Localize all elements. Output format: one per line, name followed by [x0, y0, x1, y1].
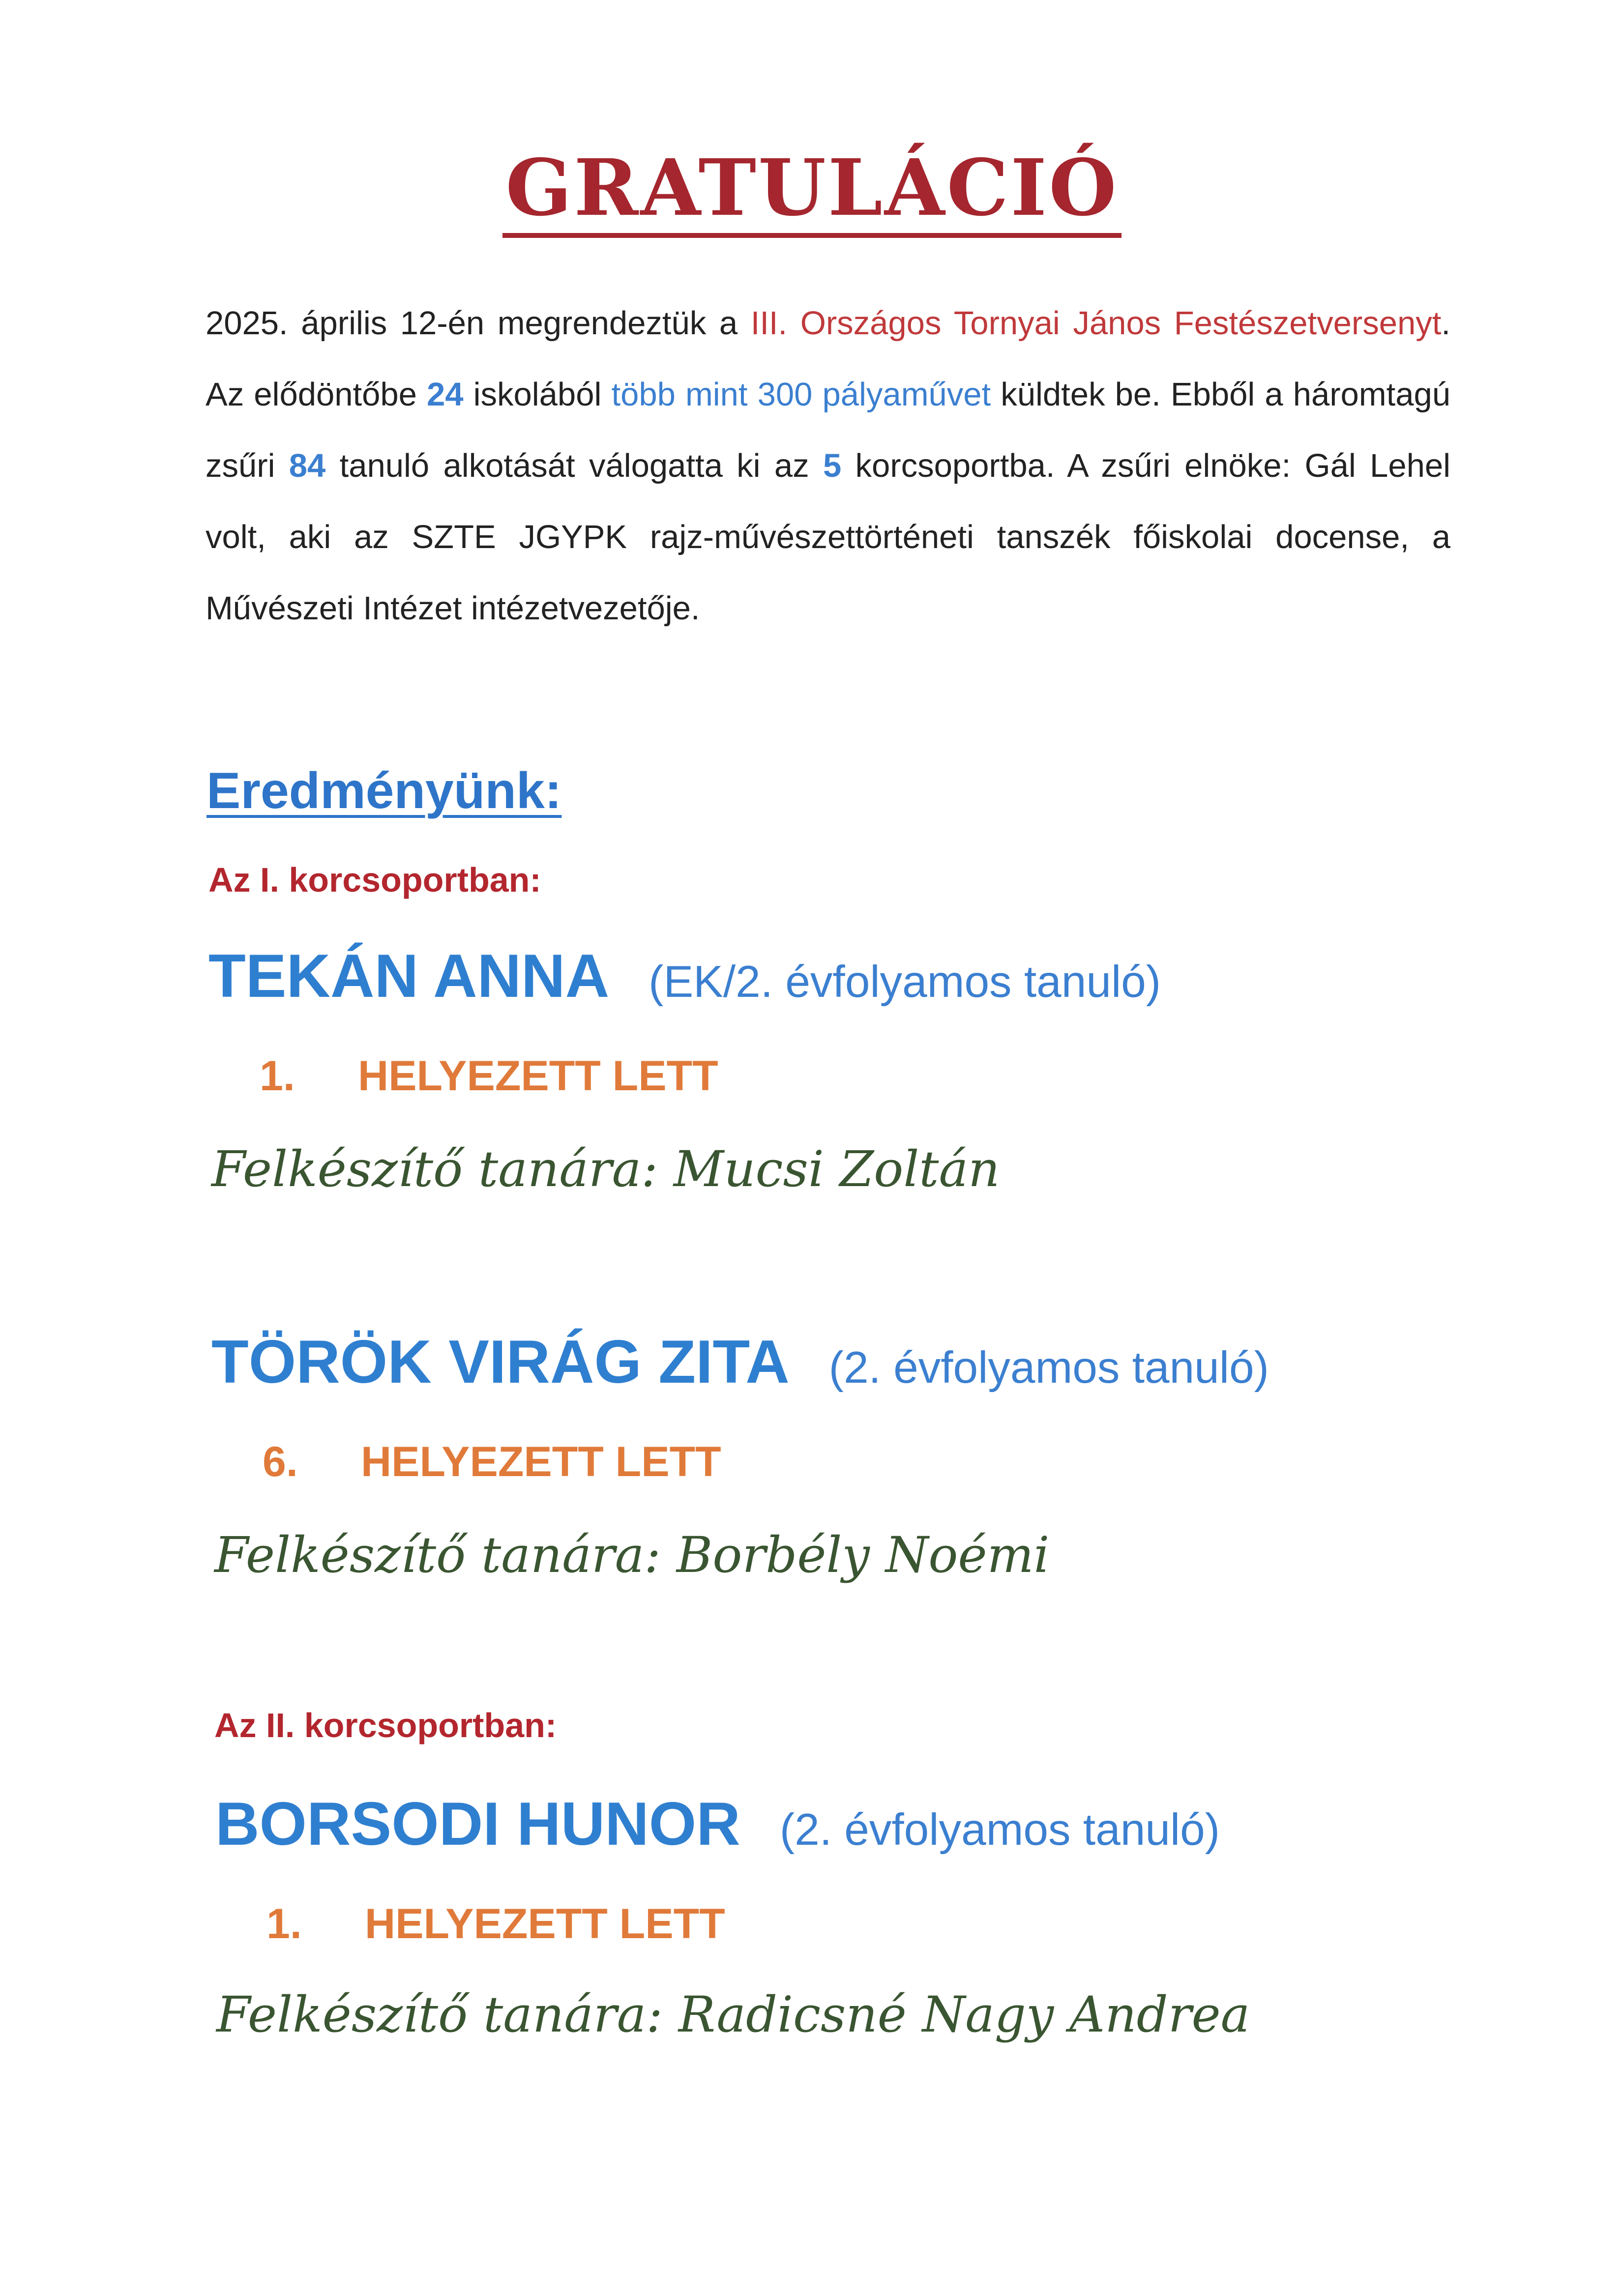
student-grade: (2. évfolyamos tanuló) [779, 1805, 1220, 1855]
placement-number: 1. [260, 1052, 295, 1100]
student-grade: (2. évfolyamos tanuló) [828, 1343, 1269, 1393]
group-label: Az I. korcsoportban: [208, 861, 541, 899]
teacher-line: Felkészítő tanára: Mucsi Zoltán [211, 1140, 1000, 1198]
intro-paragraph [206, 288, 1450, 644]
intro-text-2: . Az elődöntőbe [206, 305, 1450, 413]
results-heading: Eredményünk: [207, 762, 562, 819]
intro-text-1: 2025. április 12-én megrendeztük a [206, 305, 751, 342]
student-name: TÖRÖK VIRÁG ZITA [211, 1328, 790, 1396]
student-entry [215, 1789, 1220, 1859]
student-entry [211, 1327, 1269, 1397]
page-title [0, 143, 1624, 238]
student-grade: (EK/2. évfolyamos tanuló) [649, 957, 1161, 1007]
intro-text-3: iskolából [463, 376, 612, 413]
teacher-line: Felkészítő tanára: Radicsné Nagy Andrea [216, 1986, 1250, 2043]
placement [260, 1052, 718, 1101]
student-name: TEKÁN ANNA [208, 942, 610, 1010]
placement-text: HELYEZETT LETT [358, 1052, 718, 1100]
competition-name: III. Országos Tornyai János Festészetversenyt [750, 305, 1442, 342]
group-label: Az II. korcsoportban: [214, 1706, 557, 1744]
placement-text: HELYEZETT LETT [361, 1438, 721, 1485]
intro-text-6: korcsoportba. A zsűri elnöke: Gál Lehel volt, aki az SZTE JGYPK rajz-művészettörténeti tanszék főiskolai docense, a Művészeti Intézet intézetvezetője. [206, 447, 1450, 627]
intro-text-4: küldtek be. Ebből a háromtagú zsűri [206, 376, 1451, 484]
student-name: BORSODI HUNOR [215, 1790, 740, 1858]
intro-text-5: tanuló alkotását válogatta ki az [325, 447, 823, 484]
teacher-line: Felkészítő tanára: Borbély Noémi [214, 1526, 1050, 1584]
selected-count: 84 [289, 447, 326, 484]
group-count: 5 [823, 447, 842, 484]
school-count: 24 [427, 376, 464, 413]
title-text: GRATULÁCIÓ [502, 147, 1122, 238]
student-entry [208, 941, 1161, 1011]
placement [263, 1438, 721, 1486]
placement [266, 1900, 725, 1948]
placement-number: 6. [263, 1438, 298, 1485]
placement-text: HELYEZETT LETT [365, 1900, 725, 1947]
placement-number: 1. [266, 1900, 302, 1947]
entries-count: több mint 300 pályaművet [611, 376, 991, 413]
